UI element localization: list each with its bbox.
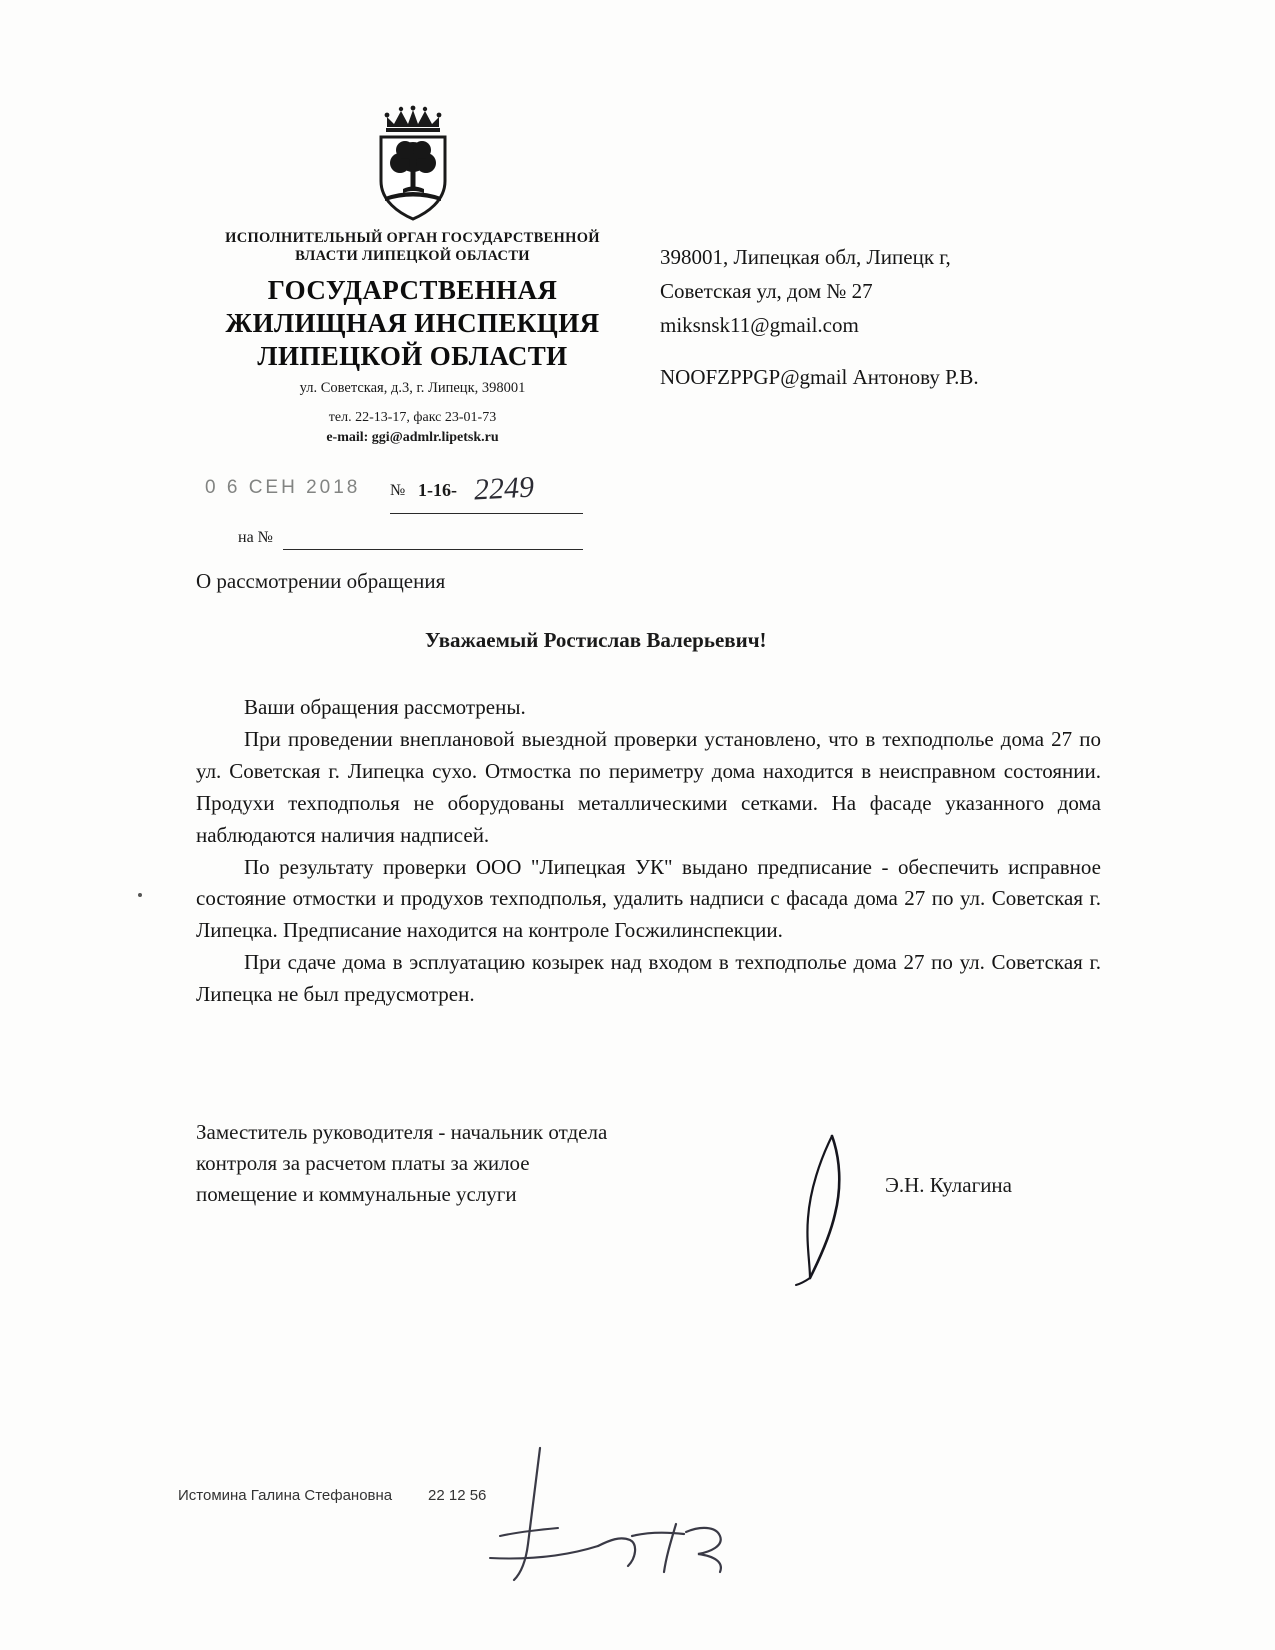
- executor-name: Истомина Галина Стефановна: [178, 1487, 393, 1504]
- executor-phone: 22 12 56: [428, 1487, 487, 1504]
- org-subtitle-line2: ВЛАСТИ ЛИПЕЦКОЙ ОБЛАСТИ: [295, 248, 530, 265]
- handwritten-signature: [780, 1130, 870, 1290]
- addressee-line-1: 398001, Липецкая обл, Липецк г,: [660, 245, 951, 269]
- addressee-line-2: Советская ул, дом № 27: [660, 279, 873, 304]
- letterhead: [205, 105, 620, 449]
- salutation: Уважаемый Ростислав Валерьевич!: [425, 628, 767, 652]
- registration-number-prefix: 1-16-: [418, 480, 457, 500]
- org-title-line3: ЛИПЕЦКОЙ ОБЛАСТИ: [257, 341, 568, 372]
- org-phone: тел. 22-13-17, факс 23-01-73: [328, 410, 497, 426]
- org-title-line1: ГОСУДАРСТВЕННАЯ: [267, 275, 558, 306]
- addressee-line-3: miksnsk11@gmail.com: [660, 313, 859, 338]
- body-paragraph-4: При сдаче дома в эсплуатацию козырек над входом в техподполье дома 27 по ул. Советская г. Липецка не был предусмотрен.: [196, 950, 1101, 1007]
- signatory-title-line2: контроля за расчетом платы за жилое: [196, 1151, 530, 1176]
- addressee-line-4: NOOFZPPGP@gmail Антонову Р.В.: [660, 365, 979, 390]
- org-subtitle-line1: ИСПОЛНИТЕЛЬНЫЙ ОРГАН ГОСУДАРСТВЕННОЙ: [225, 230, 600, 246]
- registration-number-rule: [390, 513, 583, 514]
- registration-date-stamp: 0 6 СЕН 2018: [205, 477, 361, 498]
- footer-handwritten-number: [470, 1440, 770, 1610]
- signatory-title: [196, 1117, 607, 1210]
- org-email: e-mail: ggi@admlr.lipetsk.ru: [326, 430, 499, 446]
- registration-number-handwritten: 2249: [473, 470, 535, 507]
- reply-to-rule: [283, 549, 583, 550]
- coat-of-arms-icon: [367, 105, 459, 223]
- signatory-title-line1: Заместитель руководителя - начальник отдела: [196, 1120, 608, 1144]
- body-paragraph-2: При проведении внеплановой выездной проверки установлено, что в техподполье дома 27 по ул. Советская г. Липецка сухо. Отмостка по периметру дома находится в неисправном состоянии. Продухи техподполья не оборудованы металлическими сетками. На фасаде указанного дома наблюдаются наличия надписей.: [196, 726, 1101, 847]
- body-paragraph-3: По результату проверки ООО "Липецкая УК" выдано предписание - обеспечить исправное состояние отмостки и продухов техподполья, удалить надписи с фасада дома 27 по ул. Советская г. Липецка. Предписание находится на контроле Госжилинспекции.: [196, 854, 1101, 943]
- addressee-block: [660, 240, 1200, 394]
- signatory-title-line3: помещение и коммунальные услуги: [196, 1182, 517, 1207]
- org-title: [205, 274, 620, 373]
- body-text: [196, 692, 1101, 1011]
- org-title-line2: ЖИЛИЩНАЯ ИНСПЕКЦИЯ: [225, 308, 600, 339]
- margin-dot: [138, 893, 142, 897]
- org-subtitle: [205, 229, 620, 265]
- registration-number-label: №: [390, 482, 406, 499]
- subject-line: О рассмотрении обращения: [196, 569, 446, 593]
- reply-to-label: на №: [238, 529, 273, 546]
- addressee-spacer: [660, 342, 1200, 360]
- org-address: ул. Советская, д.3, г. Липецк, 398001: [299, 380, 526, 397]
- signatory-name: Э.Н. Кулагина: [885, 1173, 1012, 1197]
- body-paragraph-1: Ваши обращения рассмотрены.: [244, 695, 526, 719]
